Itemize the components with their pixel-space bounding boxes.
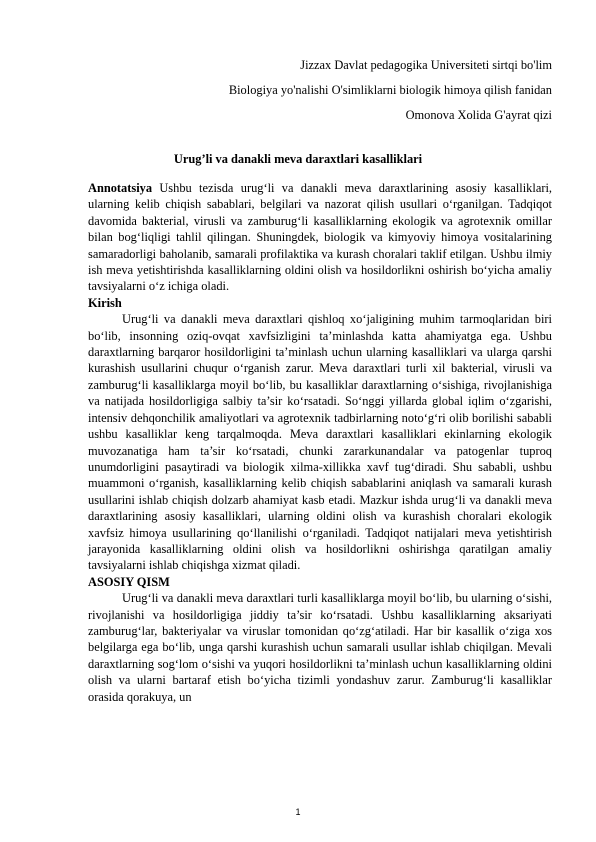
abstract-paragraph — [88, 180, 552, 295]
header-author: Omonova Xolida G'ayrat qizi — [405, 108, 552, 122]
header-university: Jizzax Davlat pedagogika Universiteti sirtqi bo'lim — [300, 58, 552, 72]
document-title: Urug’li va danakli meva daraxtlari kasalliklari — [173, 152, 423, 166]
abstract-text: Ushbu tezisda urug‘li va danakli meva daraxtlarining asosiy kasalliklari, ularning kelib chiqish sabablari, belgilari va nazorat qilish usullari o‘rganilgan. Tadqiqot davomida bakterial, virusli va zamburug‘li kasalliklarning ekologik va agrotexnik omillar bilan bog‘liqligi tahlil qilingan. Shuningdek, biologik va kimyoviy himoya vositalarining samaradorligi baholanib, samarali profilaktika va kurash choralari taklif etilgan. Ushbu ilmiy ish meva yetishtirishda kasalliklarning oldini olish va hosildorlikni oshirish bo‘yicha amaliy tavsiyalarni o‘z ichiga oladi. — [88, 181, 552, 294]
header-department: Biologiya yo'nalishi O'simliklarni biologik himoya qilish fanidan — [228, 83, 552, 97]
intro-heading: Kirish — [88, 295, 122, 310]
document-body — [88, 180, 552, 705]
main-heading: ASOSIY QISM — [88, 574, 170, 589]
main-paragraph: Urug‘li va danakli meva daraxtlari turli kasalliklarga moyil bo‘lib, bu ularning o‘sishi, rivojlanishi va hosildorligiga jiddiy ta’sir ko‘rsatadi. Ushbu kasalliklarning aksariyati zamburug‘lar, bakteriyalar va viruslar tomonidan qo‘zg‘atiladi. Har bir kasallik o‘ziga xos belgilarga ega bo‘lib, unga qarshi kurashish uchun samarali usullar ishlab chiqilgan. Mevali daraxtlarning sog‘lom o‘sishi va yuqori hosildorlikni ta’minlash uchun kasalliklarning oldini olish va ularni bartaraf etish bo‘yicha tizimli yondashuv zarur. Zamburug‘li kasalliklar orasida qorakuya, un — [88, 591, 552, 704]
page-number: 1 — [295, 807, 301, 817]
abstract-label: Annotatsiya — [88, 181, 153, 195]
intro-paragraph: Urug‘li va danakli meva daraxtlari qishloq xo‘jaligining muhim tarmoqlaridan biri bo‘lib, insonning oziq-ovqat xavfsizligini ta’minlashda katta ahamiyatga ega. Ushbu daraxtlarning barqaror hosildorligini ta’minlash uchun ularning kasalliklari va ularga qarshi kurashish usullarini chuqur o‘rganish zarur. Meva daraxtlari turli xil bakterial, virusli va zamburug‘li kasalliklarga moyil bo‘lib, bu kasalliklar daraxtlarning o‘sishiga, rivojlanishiga va natijada hosildorligiga salbiy ta’sir ko‘rsatadi. So‘nggi yillarda global iqlim o‘zgarishi, intensiv dehqonchilik amaliyotlari va agrotexnik tadbirlarning noto‘g‘ri olib borilishi sababli ushbu kasalliklar keng tarqalmoqda. Meva daraxtlari kasalliklari ekinlarning ekologik muvozanatiga ham ta’sir ko‘rsatadi, chunki zararkunandalar va patogenlar tuproq unumdorligini pasaytiradi va biologik xilma-xillikka xavf tug‘diradi. Shu sababli, ushbu muammoni o‘rganish, kasalliklarning kelib chiqish sabablarini aniqlash va samarali kurash usullarini ishlab chiqish dolzarb ahamiyat kasb etadi. Mazkur ishda urug‘li va danakli meva daraxtlarining asosiy kasalliklari, ularning oldini olish va kurashish choralari ekologik xavfsiz himoya usullarining qo‘llanilishi o‘rganiladi. Tadqiqot natijalari meva yetishtirish jarayonida kasalliklarning oldini olish va hosildorlikni oshirishga qaratilgan amaliy tavsiyalarni ishlab chiqishga xizmat qiladi. — [88, 312, 552, 573]
